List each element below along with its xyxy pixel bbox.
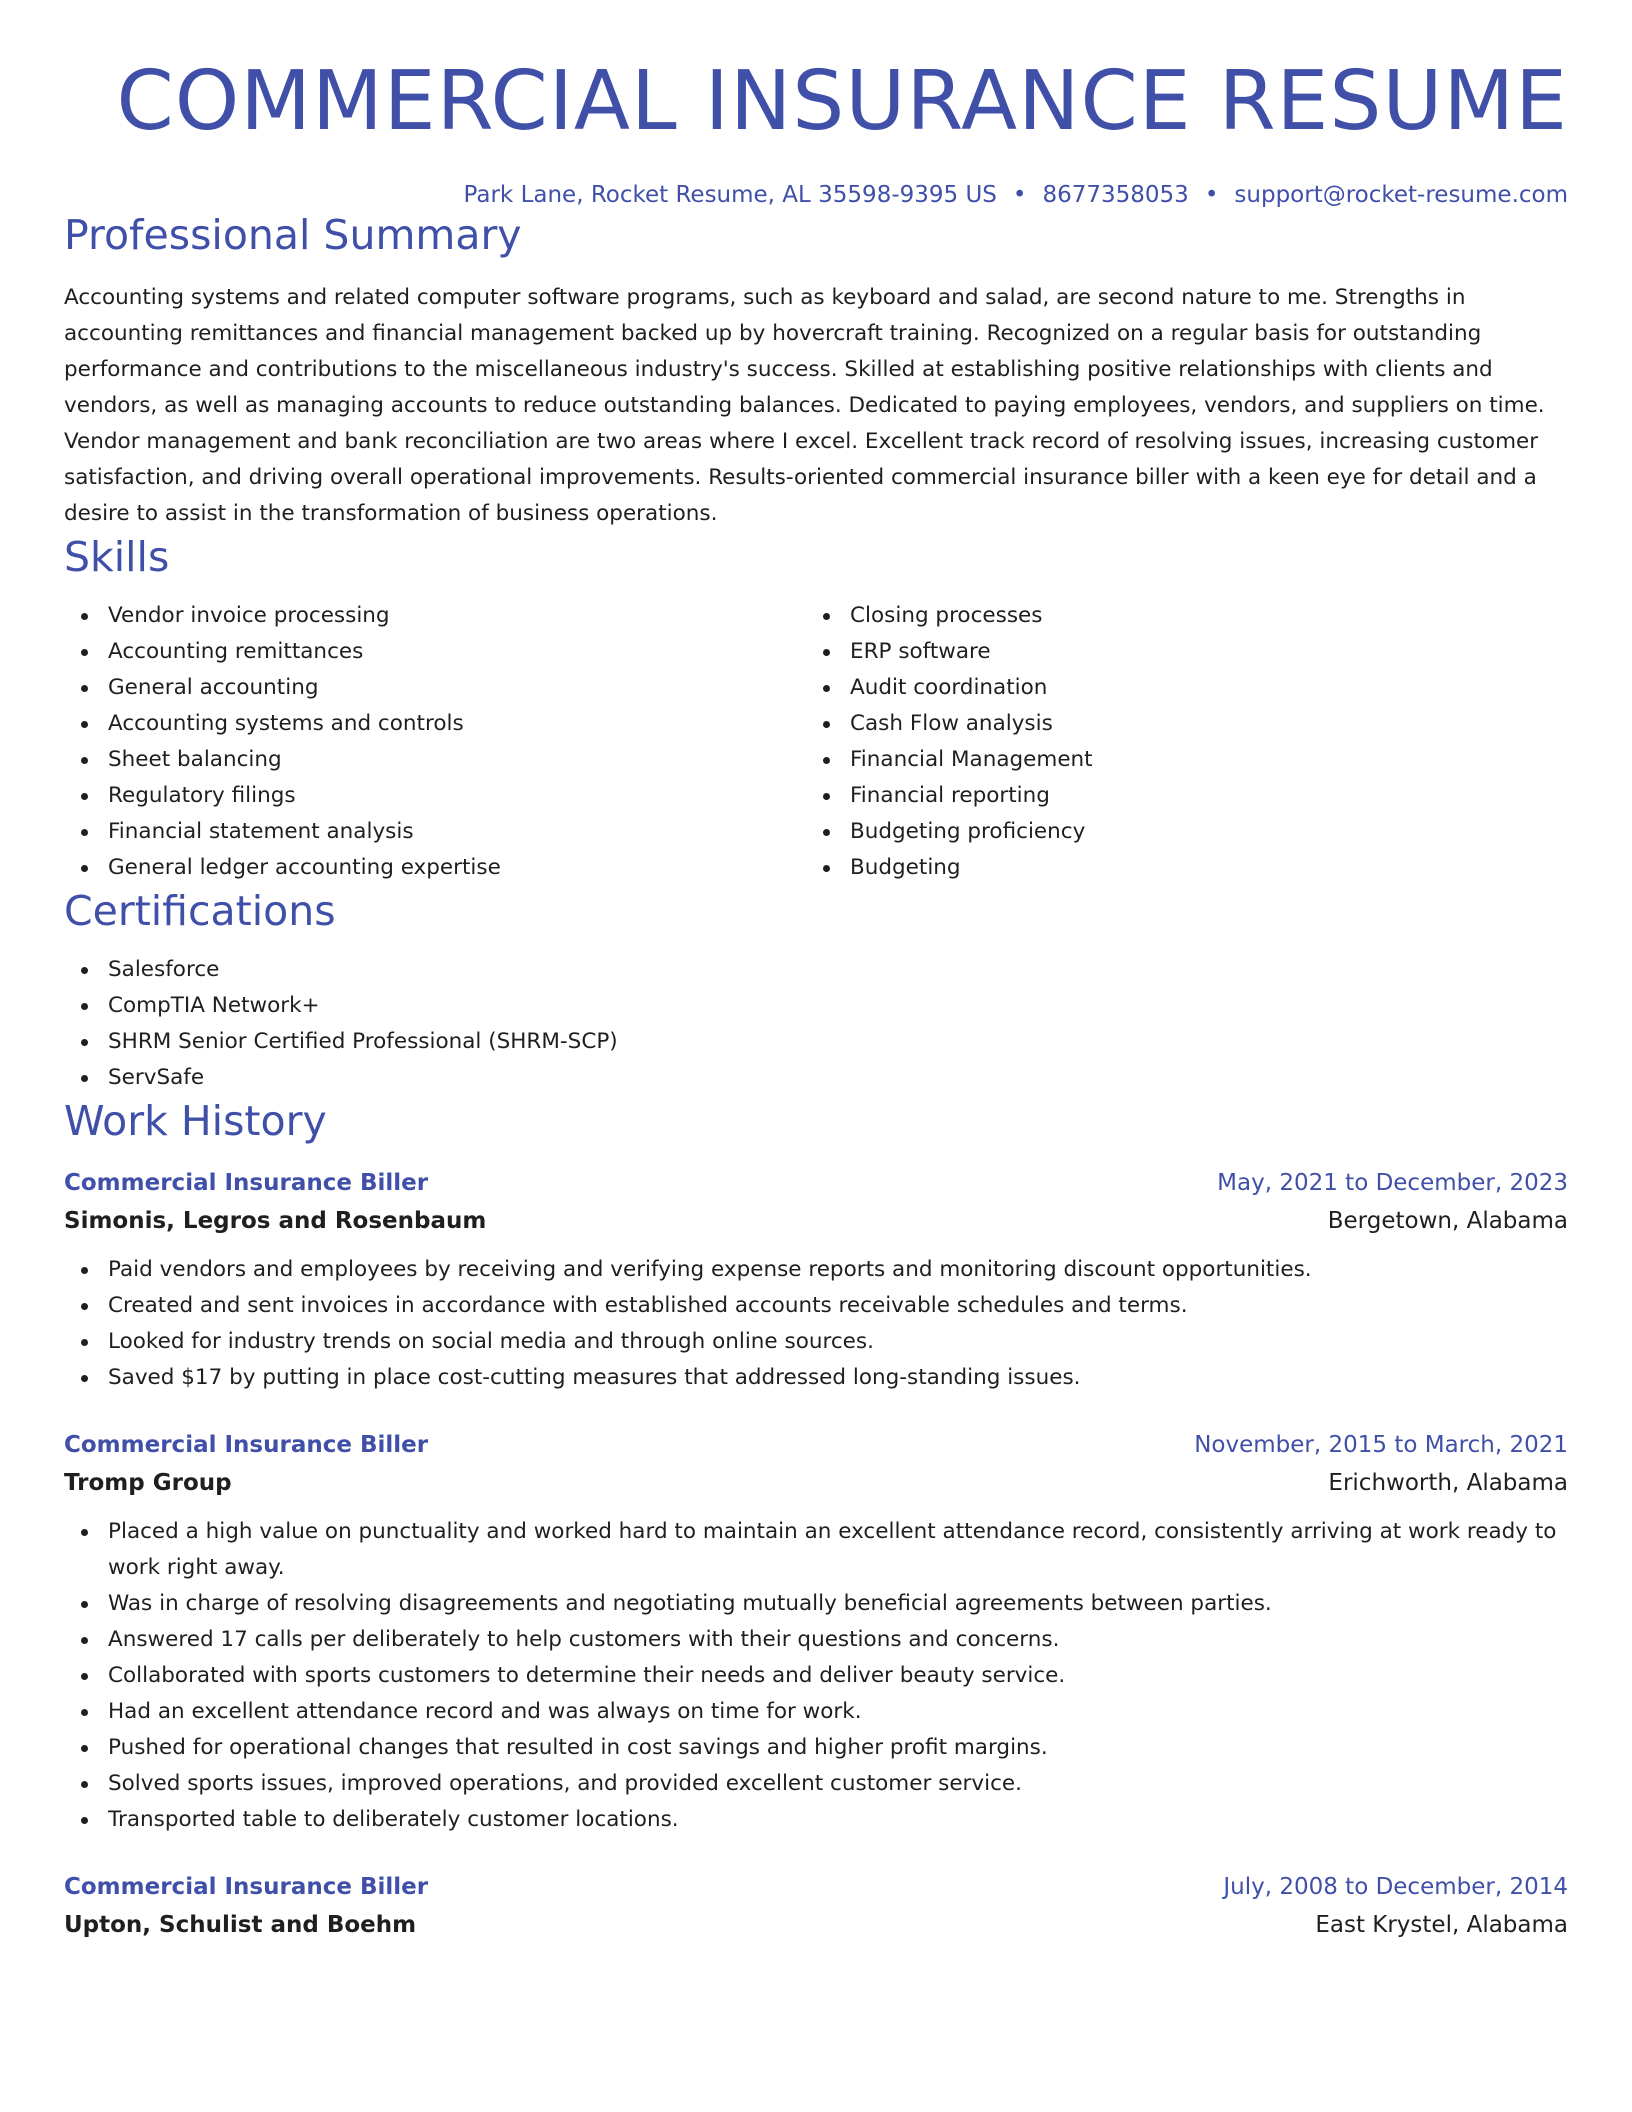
skill-item: Closing processes xyxy=(850,598,1548,634)
job-company: Tromp Group xyxy=(64,1470,232,1496)
job-entry xyxy=(64,1164,1568,1396)
job-subheader xyxy=(64,1906,1568,1944)
skills-column-right xyxy=(806,598,1548,886)
skills-heading: Skills xyxy=(64,533,170,581)
certifications-heading: Certifications xyxy=(64,887,336,935)
skill-item: ERP software xyxy=(850,634,1548,670)
job-header xyxy=(64,1868,1568,1906)
job-subheader xyxy=(64,1202,1568,1240)
skills-column-left xyxy=(64,598,806,886)
skill-item: Financial statement analysis xyxy=(108,814,806,850)
contact-phone: 8677358053 xyxy=(1042,182,1189,208)
skill-item: Financial Management xyxy=(850,742,1548,778)
job-bullet: Looked for industry trends on social media and through online sources. xyxy=(108,1324,1568,1360)
job-location: Erichworth, Alabama xyxy=(1328,1470,1568,1496)
skill-item: Accounting remittances xyxy=(108,634,806,670)
skill-item: Sheet balancing xyxy=(108,742,806,778)
job-bullet: Answered 17 calls per deliberately to help customers with their questions and concerns. xyxy=(108,1622,1568,1658)
contact-email: support@rocket-resume.com xyxy=(1234,182,1568,208)
skill-item: Budgeting proficiency xyxy=(850,814,1548,850)
job-bullet: Paid vendors and employees by receiving and verifying expense reports and monitoring discount opportunities. xyxy=(108,1252,1568,1288)
resume-title: COMMERCIAL INSURANCE RESUME xyxy=(116,54,1568,149)
skill-item: General accounting xyxy=(108,670,806,706)
job-bullet: Had an excellent attendance record and was always on time for work. xyxy=(108,1694,1568,1730)
job-header xyxy=(64,1164,1568,1202)
job-location: Bergetown, Alabama xyxy=(1327,1208,1568,1234)
skill-item: Financial reporting xyxy=(850,778,1548,814)
job-title: Commercial Insurance Biller xyxy=(64,1874,429,1900)
job-subheader xyxy=(64,1464,1568,1502)
job-header xyxy=(64,1426,1568,1464)
work-history-heading: Work History xyxy=(64,1097,327,1145)
contact-line xyxy=(64,180,1568,210)
skills-list xyxy=(64,598,1568,886)
certification-item: SHRM Senior Certified Professional (SHRM-SCP) xyxy=(108,1024,1568,1060)
job-entry xyxy=(64,1868,1568,1944)
job-location: East Krystel, Alabama xyxy=(1315,1912,1568,1938)
contact-address: Park Lane, Rocket Resume, AL 35598-9395 US xyxy=(463,182,997,208)
job-entry xyxy=(64,1426,1568,1838)
certifications-list xyxy=(64,952,1568,1096)
certification-item: Salesforce xyxy=(108,952,1568,988)
job-dates: July, 2008 to December, 2014 xyxy=(1223,1874,1568,1900)
job-bullet: Solved sports issues, improved operations, and provided excellent customer service. xyxy=(108,1766,1568,1802)
skill-item: Cash Flow analysis xyxy=(850,706,1548,742)
skill-item: Budgeting xyxy=(850,850,1548,886)
job-company: Upton, Schulist and Boehm xyxy=(64,1912,417,1938)
job-bullet: Saved $17 by putting in place cost-cutting measures that addressed long-standing issues. xyxy=(108,1360,1568,1396)
job-title: Commercial Insurance Biller xyxy=(64,1170,429,1196)
job-bullet: Pushed for operational changes that resulted in cost savings and higher profit margins. xyxy=(108,1730,1568,1766)
skill-item: Audit coordination xyxy=(850,670,1548,706)
job-bullets xyxy=(64,1514,1568,1838)
job-bullets xyxy=(64,1252,1568,1396)
summary-heading: Professional Summary xyxy=(64,211,522,259)
summary-text: Accounting systems and related computer software programs, such as keyboard and salad, are second nature to me. Strengths in accounting remittances and financial management backed up by hovercraft training. Recognized on a regular basis for outstanding performance and contributions to the miscellaneous industry's success. Skilled at establishing positive relationships with clients and vendors, as well as managing accounts to reduce outstanding balances. Dedicated to paying employees, vendors, and suppliers on time. Vendor management and bank reconciliation are two areas where I excel. Excellent track record of resolving issues, increasing customer satisfaction, and driving overall operational improvements. Results-oriented commercial insurance biller with a keen eye for detail and a desire to assist in the transformation of business operations. xyxy=(64,285,1545,526)
certification-item: ServSafe xyxy=(108,1060,1568,1096)
skill-item: Regulatory filings xyxy=(108,778,806,814)
job-company: Simonis, Legros and Rosenbaum xyxy=(64,1208,487,1234)
resume-page xyxy=(64,0,1568,1944)
job-bullet: Collaborated with sports customers to determine their needs and deliver beauty service. xyxy=(108,1658,1568,1694)
job-dates: May, 2021 to December, 2023 xyxy=(1217,1170,1568,1196)
contact-separator: • xyxy=(1012,182,1027,208)
contact-separator: • xyxy=(1204,182,1219,208)
job-bullet: Was in charge of resolving disagreements and negotiating mutually beneficial agreements between parties. xyxy=(108,1586,1568,1622)
job-bullet: Transported table to deliberately customer locations. xyxy=(108,1802,1568,1838)
skill-item: Vendor invoice processing xyxy=(108,598,806,634)
skill-item: General ledger accounting expertise xyxy=(108,850,806,886)
job-title: Commercial Insurance Biller xyxy=(64,1432,429,1458)
certification-item: CompTIA Network+ xyxy=(108,988,1568,1024)
job-bullet: Placed a high value on punctuality and worked hard to maintain an excellent attendance record, consistently arriving at work ready to work right away. xyxy=(108,1514,1568,1586)
skill-item: Accounting systems and controls xyxy=(108,706,806,742)
job-bullet: Created and sent invoices in accordance with established accounts receivable schedules and terms. xyxy=(108,1288,1568,1324)
job-dates: November, 2015 to March, 2021 xyxy=(1194,1432,1568,1458)
